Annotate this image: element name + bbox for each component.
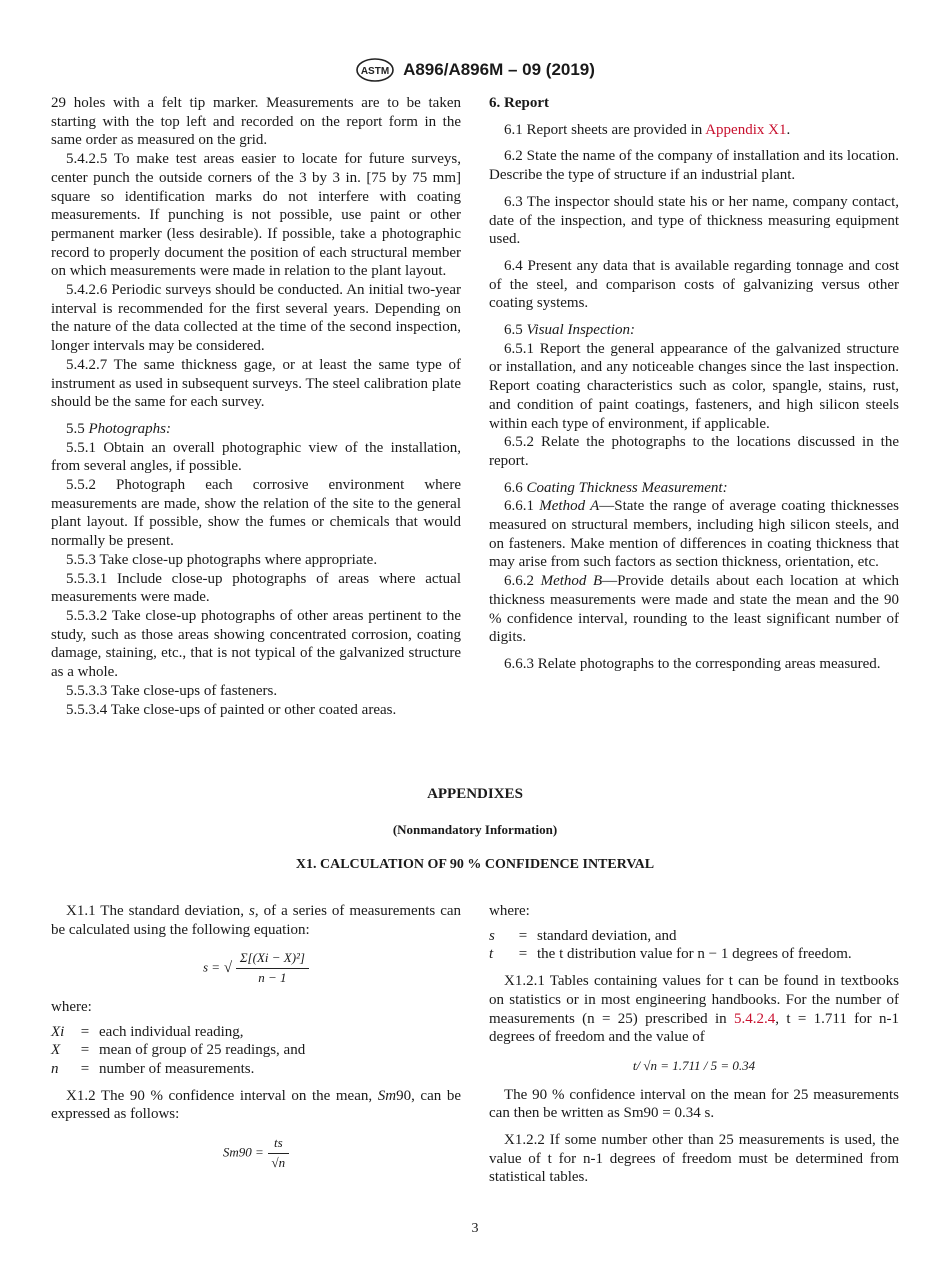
std-dev-formula: s = √ $\frac{\text{Σ[(Xi − X)²]}}{n - 1}$	[51, 949, 461, 987]
photographs-heading: 5.5 Photographs:	[66, 420, 171, 437]
paragraph-6-6-2: 6.6.2 Method B—Provide details about each location at which thickness measurements were made and state the mean and the 90 % confidence interval, rounding to the least significant number of digits.	[489, 573, 900, 646]
report-heading: 6. Report	[489, 95, 549, 111]
definition-row: t = the t distribution value for n − 1 degrees of freedom.	[489, 946, 852, 963]
paragraph-6-2: 6.2 State the name of the company of installation and its location. Describe the type of structure if an industrial plant.	[489, 148, 899, 184]
paragraph-5-5-3-1: 5.5.3.1 Include close-up photographs of areas where actual measurements were made.	[51, 570, 461, 606]
paragraph: 29 holes with a felt tip marker. Measurements are to be taken starting with the top left and recorded on the report form in the same order as measured on the grid.	[51, 95, 461, 149]
paragraph-x1-2-1: X1.2.1 Tables containing values for t can be found in textbooks on statistics or in most engineering handbooks. For the number of measurements (n = 25) prescribed in 5.4.2.4, t = 1.711 for n-1 degrees of freedom and the value of	[489, 973, 900, 1046]
appendix-x1-link[interactable]: Appendix X1	[705, 121, 787, 138]
paragraph-5-5-2: 5.5.2 Photograph each corrosive environment where measurements are made, show the relation of the site to the general plant layout. If possible, show the fumes or chemicals that would normally be present.	[51, 477, 461, 550]
paragraph-5-4-2-5: 5.4.2.5 To make test areas easier to locate for future surveys, center punch the outside corners of the 3 by 3 in. [75 by 75 mm] square so identification marks do not interfere with coating measurements. If punching is not possible, use paint or other permanent marker (less desirable). If possible, take a photographic record to properly document the position of each structural member on which measurements were made in relation to the plant layout.	[51, 151, 461, 280]
svg-text:ASTM: ASTM	[360, 66, 390, 77]
paragraph-6-5-1: 6.5.1 Report the general appearance of the galvanized structure or installation, and any noticeable changes since the last inspection. Report coating characteristics such as color, spangle, stains, rust, and condition of paint coatings, fasteners, and high silicon steels within each type of environment, if applicable.	[489, 340, 899, 432]
paragraph-6-4: 6.4 Present any data that is available regarding tonnage and cost of the steel, and comparison costs of galvanizing versus other coating systems.	[489, 257, 899, 312]
paragraph-6-6-1: 6.6.1 Method A—State the range of average coating thicknesses measured on structural members, including high silicon steels, and on fasteners. Make mention of differences in coating thickness that may arise from such factors as section thickness, orientation, etc.	[489, 498, 899, 571]
definition-row: n = number of measurements.	[51, 1060, 255, 1077]
paragraph-5-5-3-2: 5.5.3.2 Take close-up photographs of other areas pertinent to the study, such as those areas showing concentrated corrosion, coating damage, staining, etc., that is not typical of the galvanized structure as a whole.	[51, 607, 461, 681]
where-label-2: where:	[489, 903, 530, 919]
paragraph-6-5-2: 6.5.2 Relate the photographs to the locations discussed in the report.	[489, 434, 899, 469]
nonmandatory-subtitle: (Nonmandatory Information)	[392, 822, 558, 837]
definition-row: s = standard deviation, and	[489, 927, 677, 944]
paragraph-5-5-1: 5.5.1 Obtain an overall photographic view of the installation, from several angles, if possible.	[51, 439, 461, 475]
astm-logo-icon	[355, 58, 395, 82]
paragraph-6-3: 6.3 The inspector should state his or her name, company contact, date of the inspection, and type of thickness measuring equipment used.	[489, 193, 899, 248]
definition-row: Xi = each individual reading,	[51, 1023, 244, 1040]
paragraph-6-6-3: 6.6.3 Relate photographs to the corresponding areas measured.	[504, 655, 881, 672]
x1-title: X1. CALCULATION OF 90 % CONFIDENCE INTERVAL	[295, 857, 655, 872]
definitions-list-2	[489, 927, 899, 964]
appendix-right-column	[489, 902, 899, 1187]
paragraph-5-5-3: 5.5.3 Take close-up photographs where appropriate.	[66, 551, 378, 568]
page-number: 3	[471, 1221, 479, 1236]
paragraph-6-1: 6.1 Report sheets are provided in Appendix X1.	[504, 121, 791, 138]
appendixes-title: APPENDIXES	[427, 786, 523, 802]
paragraph-5-4-2-7: 5.4.2.7 The same thickness gage, or at least the same type of instrument as used in subsequent surveys. The steel calibration plate should be the same for each survey.	[51, 356, 461, 411]
paragraph-5-5-3-3: 5.5.3.3 Take close-ups of fasteners.	[66, 682, 278, 699]
designation: A896/A896M – 09 (2019)	[403, 60, 595, 79]
left-column	[51, 94, 461, 719]
where-label: where:	[51, 998, 92, 1015]
right-column	[489, 94, 899, 674]
paragraph-x1-2-1-cont: The 90 % confidence interval on the mean for 25 measurements can then be written as Sm90 = 0.34 s.	[489, 1086, 899, 1122]
paragraph-5-5-3-4: 5.5.3.4 Take close-ups of painted or other coated areas.	[66, 701, 397, 718]
confidence-formula: Sm90 = $\frac{ts}{√n}$	[51, 1134, 461, 1172]
definitions-list	[51, 1023, 461, 1079]
page-header	[0, 58, 950, 82]
t-value-formula: t/ √n = 1.711 / 5 = 0.34	[632, 1057, 756, 1073]
paragraph-x1-1: X1.1 The standard deviation, s, of a series of measurements can be calculated using the following equation:	[51, 903, 462, 938]
paragraph-6-5: 6.5 Visual Inspection:	[504, 322, 635, 339]
paragraph-x1-2-2: X1.2.2 If some number other than 25 measurements is used, the value of t for n-1 degrees of freedom must be determined from statistical tables.	[489, 1132, 899, 1186]
definition-row: X = mean of group of 25 readings, and	[51, 1042, 306, 1059]
paragraph-5-4-2-6: 5.4.2.6 Periodic surveys should be conducted. An initial two-year interval is recommended for the first several years. Depending on the nature of the data collected at the time of the second inspection, longer intervals may be considered.	[51, 282, 461, 355]
appendix-left-column	[51, 902, 461, 1182]
section-5-4-2-4-link[interactable]: 5.4.2.4	[733, 1010, 776, 1027]
paragraph-6-6: 6.6 Coating Thickness Measurement:	[504, 479, 728, 496]
paragraph-x1-2: X1.2 The 90 % confidence interval on the mean, Sm90, can be expressed as follows:	[51, 1087, 461, 1123]
